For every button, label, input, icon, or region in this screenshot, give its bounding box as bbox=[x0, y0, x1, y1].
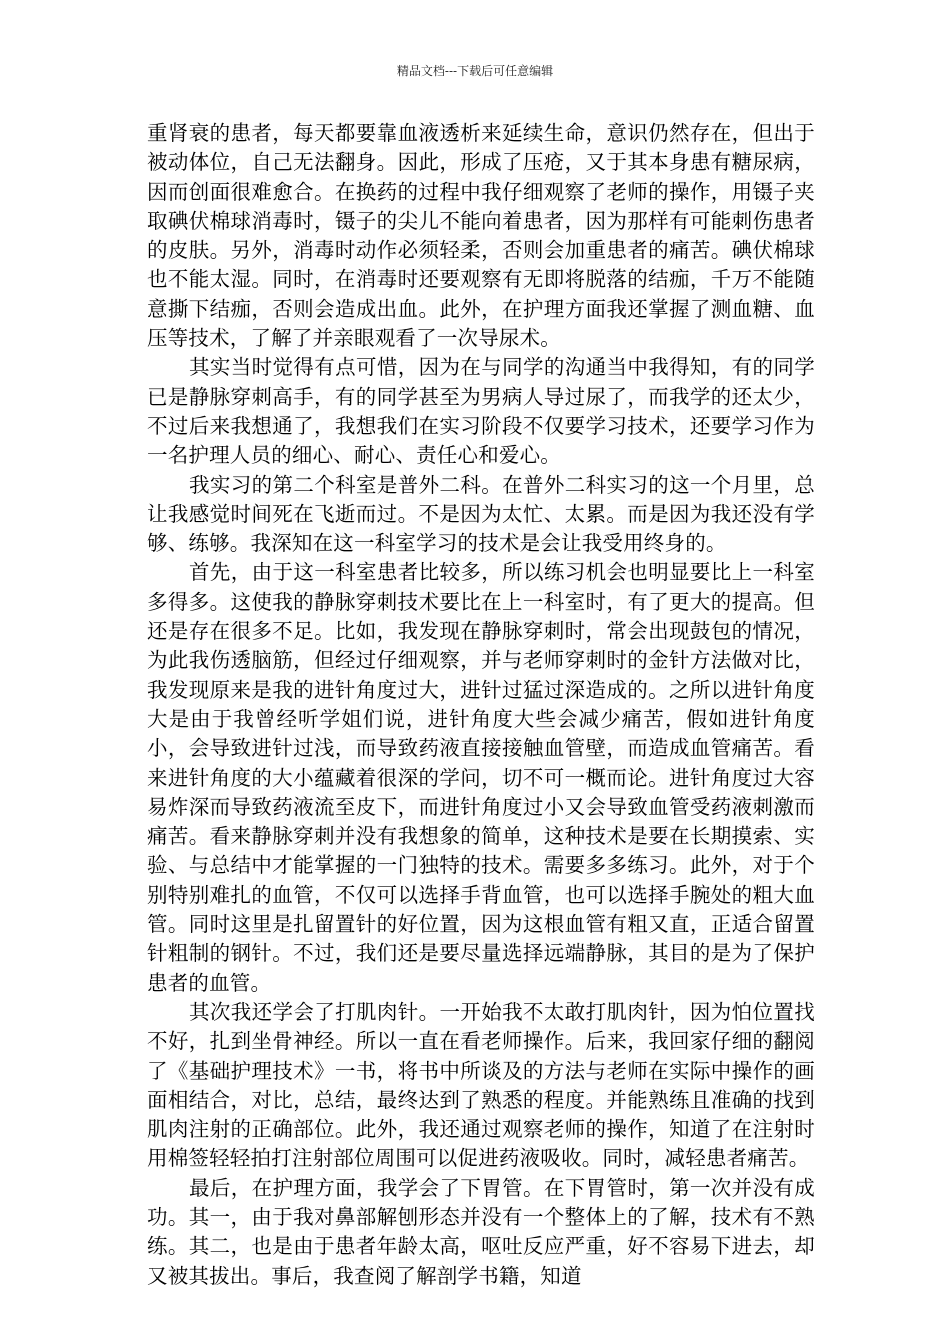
paragraph: 我实习的第二个科室是普外二科。在普外二科实习的这一个月里，总让我感觉时间死在飞逝而过。不是因为太忙、太累。而是因为我还没有学够、练够。我深知在这一科室学习的技术是会让我受用终身的。 bbox=[147, 472, 815, 556]
paragraph: 其实当时觉得有点可惜，因为在与同学的沟通当中我得知，有的同学已是静脉穿刺高手，有的同学甚至为男病人导过尿了，而我学的还太少，不过后来我想通了，我想我们在实习阶段不仅要学习技术，还要学习作为一名护理人员的细心、耐心、责任心和爱心。 bbox=[147, 355, 815, 468]
paragraph: 重肾衰的患者，每天都要靠血液透析来延续生命，意识仍然存在，但出于被动体位，自己无法翻身。因此，形成了压疮，又于其本身患有糖尿病，因而创面很难愈合。在换药的过程中我仔细观察了老师的操作，用镊子夹取碘伏棉球消毒时，镊子的尖儿不能向着患者，因为那样有可能刺伤患者的皮肤。另外，消毒时动作必须轻柔，否则会加重患者的痛苦。碘伏棉球也不能太湿。同时，在消毒时还要观察有无即将脱落的结痂，千万不能随意撕下结痂，否则会造成出血。此外，在护理方面我还掌握了测血糖、血压等技术，了解了并亲眼观看了一次导尿术。 bbox=[147, 121, 815, 351]
paragraph: 首先，由于这一科室患者比较多，所以练习机会也明显要比上一科室多得多。这使我的静脉穿刺技术要比在上一科室时，有了更大的提高。但还是存在很多不足。比如，我发现在静脉穿刺时，常会出现鼓包的情况，为此我伤透脑筋，但经过仔细观察，并与老师穿刺时的金针方法做对比，我发现原来是我的进针角度过大，进针过猛过深造成的。之所以进针角度大是由于我曾经听学姐们说，进针角度大些会减少痛苦，假如进针角度小，会导致进针过浅，而导致药液直接接触血管壁，而造成血管痛苦。看来进针角度的大小蕴藏着很深的学问，切不可一概而论。进针角度过大容易炸深而导致药液流至皮下，而进针角度过小又会导致血管受药液刺激而痛苦。看来静脉穿刺并没有我想象的简单，这种技术是要在长期摸索、实验、与总结中才能掌握的一门独特的技术。需要多多练习。此外，对于个别特别难扎的血管，不仅可以选择手背血管，也可以选择手腕处的粗大血管。同时这里是扎留置针的好位置，因为这根血管有粗又直，正适合留置针粗制的钢针。不过，我们还是要尽量选择远端静脉，其目的是为了保护患者的血管。 bbox=[147, 560, 815, 995]
paragraph: 其次我还学会了打肌肉针。一开始我不太敢打肌肉针，因为怕位置找不好，扎到坐骨神经。所以一直在看老师操作。后来，我回家仔细的翻阅了《基础护理技术》一书，将书中所谈及的方法与老师在实际中操作的画面相结合，对比，总结，最终达到了熟悉的程度。并能熟练且准确的找到肌肉注射的正确部位。此外，我还通过观察老师的操作，知道了在注射时用棉签轻轻拍打注射部位周围可以促进药液吸收。同时，减轻患者痛苦。 bbox=[147, 999, 815, 1171]
document-body bbox=[147, 119, 815, 1291]
page-header: 精品文档---下载后可任意编辑 bbox=[396, 64, 554, 78]
paragraph: 最后，在护理方面，我学会了下胃管。在下胃管时，第一次并没有成功。其一，由于我对鼻部解刨形态并没有一个整体上的了解，技术有不熟练。其二，也是由于患者年龄太高，呕吐反应严重，好不容易下进去，却又被其拔出。事后，我查阅了解剖学书籍，知道 bbox=[147, 1175, 815, 1288]
